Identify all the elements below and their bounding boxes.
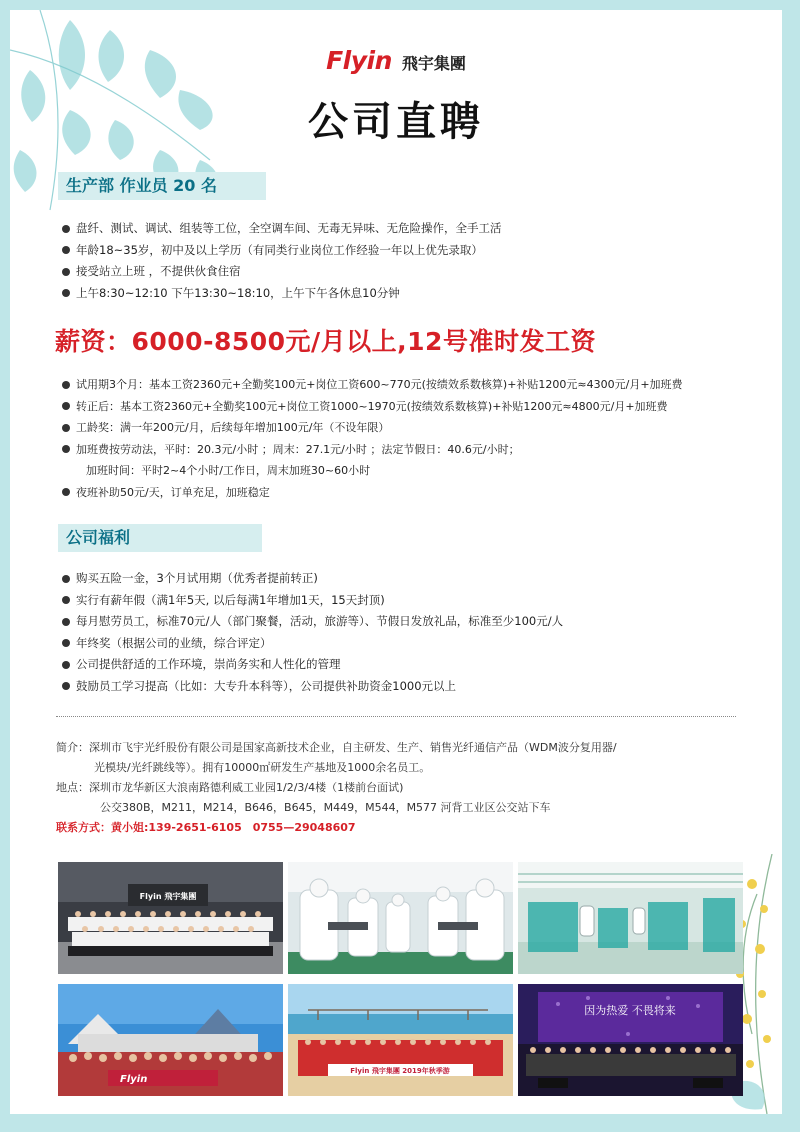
- bullet-icon: [62, 225, 70, 233]
- bullet-icon: [62, 682, 70, 690]
- section-heading-benefits: 公司福利: [58, 524, 262, 552]
- beach-banner-text: Flyin 飛宇集團 2019年秋季游: [350, 1067, 450, 1075]
- bullet-icon: [62, 575, 70, 583]
- list-item: 上午8:30~12:10 下午13:30~18:10，上午下午各休息10分钟: [62, 283, 502, 305]
- dotted-divider: [56, 716, 736, 717]
- bullet-icon: [62, 445, 70, 453]
- intro-line: 简介：深圳市飞宇光纤股份有限公司是国家高新技术企业，自主研发、生产、销售光纤通信产品（WDM波分复用器/: [56, 741, 617, 754]
- address-line: 地点：深圳市龙华新区大浪南路德利威工业园1/2/3/4楼（1楼前台面试): [56, 781, 404, 794]
- list-item: 盘纤、测试、调试、组装等工位，全空调车间、无毒无异味、无危险操作，全手工活: [62, 218, 502, 240]
- photo-lobby-group: [58, 862, 283, 974]
- stage-slogan: 因为热爱 不畏将来: [584, 1004, 676, 1017]
- page-title: 公司直聘: [308, 99, 484, 145]
- bullet-icon: [62, 402, 70, 410]
- list-item: 接受站立上班 ，不提供伙食住宿: [62, 261, 502, 283]
- bullet-icon: [62, 381, 70, 389]
- section-heading-production: 生产部 作业员 20 名: [58, 172, 266, 200]
- company-info: [56, 738, 617, 838]
- salary-headline: 薪资：6000-8500元/月以上,12号准时发工资: [55, 327, 596, 356]
- list-item-note: 加班时间：平时2~4个小时/工作日，周末加班30~60小时: [86, 464, 371, 477]
- photo-travel-group: [58, 984, 283, 1096]
- bullet-icon: [62, 246, 70, 254]
- list-item: 购买五险一金，3个月试用期（优秀者提前转正): [62, 568, 563, 590]
- list-item: 加班费按劳动法，平时：20.3元/小时 ；周末：27.1元/小时 ；法定节假日：40.6元/小时；: [62, 439, 683, 461]
- list-item: 工龄奖：满一年200元/月，后续每年增加100元/年（不设年限）: [62, 417, 683, 439]
- travel-banner-logo: Flyin: [120, 1074, 148, 1085]
- photo-annual-meeting: [518, 984, 743, 1096]
- recruitment-poster: [10, 10, 782, 1114]
- list-item: 年终奖（根据公司的业绩，综合评定）: [62, 633, 563, 655]
- intro-line: 光模块/光纤跳线等）。拥有10000㎡研发生产基地及1000余名员工。: [94, 761, 431, 774]
- bullet-icon: [62, 618, 70, 626]
- salary-details-list: [62, 374, 683, 503]
- bullet-icon: [62, 488, 70, 496]
- bullet-icon: [62, 639, 70, 647]
- photo-workshop: [518, 862, 743, 974]
- list-item: 转正后：基本工资2360元+全勤奖100元+岗位工资1000~1970元(按绩效系数核算)+补贴1200元≈4800元/月+加班费: [62, 396, 683, 418]
- list-item: 年龄18~35岁，初中及以上学历（有同类行业岗位工作经验一年以上优先录取）: [62, 240, 502, 262]
- bullet-icon: [62, 596, 70, 604]
- list-item: 公司提供舒适的工作环境，崇尚务实和人性化的管理: [62, 654, 563, 676]
- bullet-icon: [62, 268, 70, 276]
- photo-production-workers: [288, 862, 513, 974]
- photo-beach-group: [288, 984, 513, 1096]
- list-item: 每月慰劳员工，标准70元/人（部门聚餐，活动，旅游等）、节假日发放礼品，标准至少100元/人: [62, 611, 563, 633]
- benefits-list: [62, 568, 563, 697]
- list-item: 实行有薪年假（满1年5天, 以后每满1年增加1天，15天封顶): [62, 590, 563, 612]
- list-item: 鼓励员工学习提高（比如：大专升本科等），公司提供补助资金1000元以上: [62, 676, 563, 698]
- brand-header: [10, 46, 782, 75]
- logo-wordmark: Flyin: [326, 46, 392, 75]
- bullet-icon: [62, 661, 70, 669]
- bullet-icon: [62, 424, 70, 432]
- company-logo: [326, 46, 466, 75]
- bullet-icon: [62, 289, 70, 297]
- list-item: 试用期3个月：基本工资2360元+全勤奖100元+岗位工资600~770元(按绩效系数核算)+补贴1200元≈4300元/月+加班费: [62, 374, 683, 396]
- contact-line: 联系方式：黄小姐:139-2651-6105 0755—29048607: [56, 821, 356, 834]
- list-item: 夜班补助50元/天，订单充足，加班稳定: [62, 482, 683, 504]
- production-requirements-list: [62, 218, 502, 304]
- bus-route-line: 公交380B，M211，M214，B646，B645，M449，M544，M577 河背工业区公交站下车: [100, 801, 551, 814]
- logo-chinese-name: 飛宇集團: [401, 54, 466, 73]
- lobby-wall-logo: Flyin 飛宇集團: [139, 892, 197, 901]
